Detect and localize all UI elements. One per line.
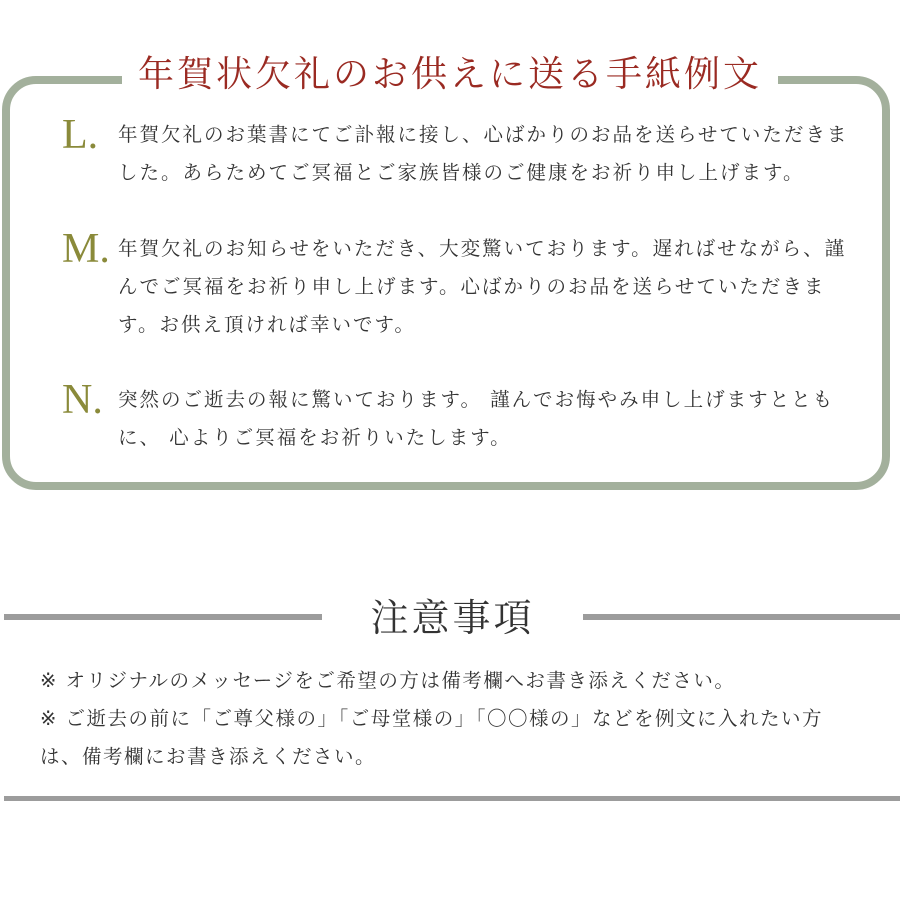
notes-divider-left [4,614,322,620]
example-marker: N. [62,377,103,423]
notes-divider-right [583,614,900,620]
notes-list [40,662,855,776]
note-item: ※ オリジナルのメッセージをご希望の方は備考欄へお書き添えください。 [40,669,736,692]
example-text: 年賀欠礼のお知らせをいただき、大変驚いております。遅ればせながら、謹んでご冥福をお祈り申し上げます。心ばかりのお品を送らせていただきます。お供え頂ければ幸いです。 [118,237,847,336]
example-marker: M. [62,226,110,272]
example-marker: L. [62,112,99,158]
notes-heading: 注意事項 [370,596,535,640]
note-item: ※ ご逝去の前に「ご尊父様の」「ご母堂様の」「〇〇様の」などを例文に入れたい方は、備考欄にお書き添えください。 [40,707,824,768]
notes-divider-bottom [4,796,900,801]
example-text: 突然のご逝去の報に驚いております。 謹んでお悔やみ申し上げますとともに、 心よりご冥福をお祈りいたします。 [118,388,835,449]
letter-examples-title: 年賀状欠礼のお供えに送る手紙例文 [122,50,778,100]
example-text: 年賀欠礼のお葉書にてご訃報に接し、心ばかりのお品を送らせていただきました。あらためてご冥福とご家族皆様のご健康をお祈り申し上げます。 [118,123,849,184]
letter-examples-title-wrap [0,50,900,100]
